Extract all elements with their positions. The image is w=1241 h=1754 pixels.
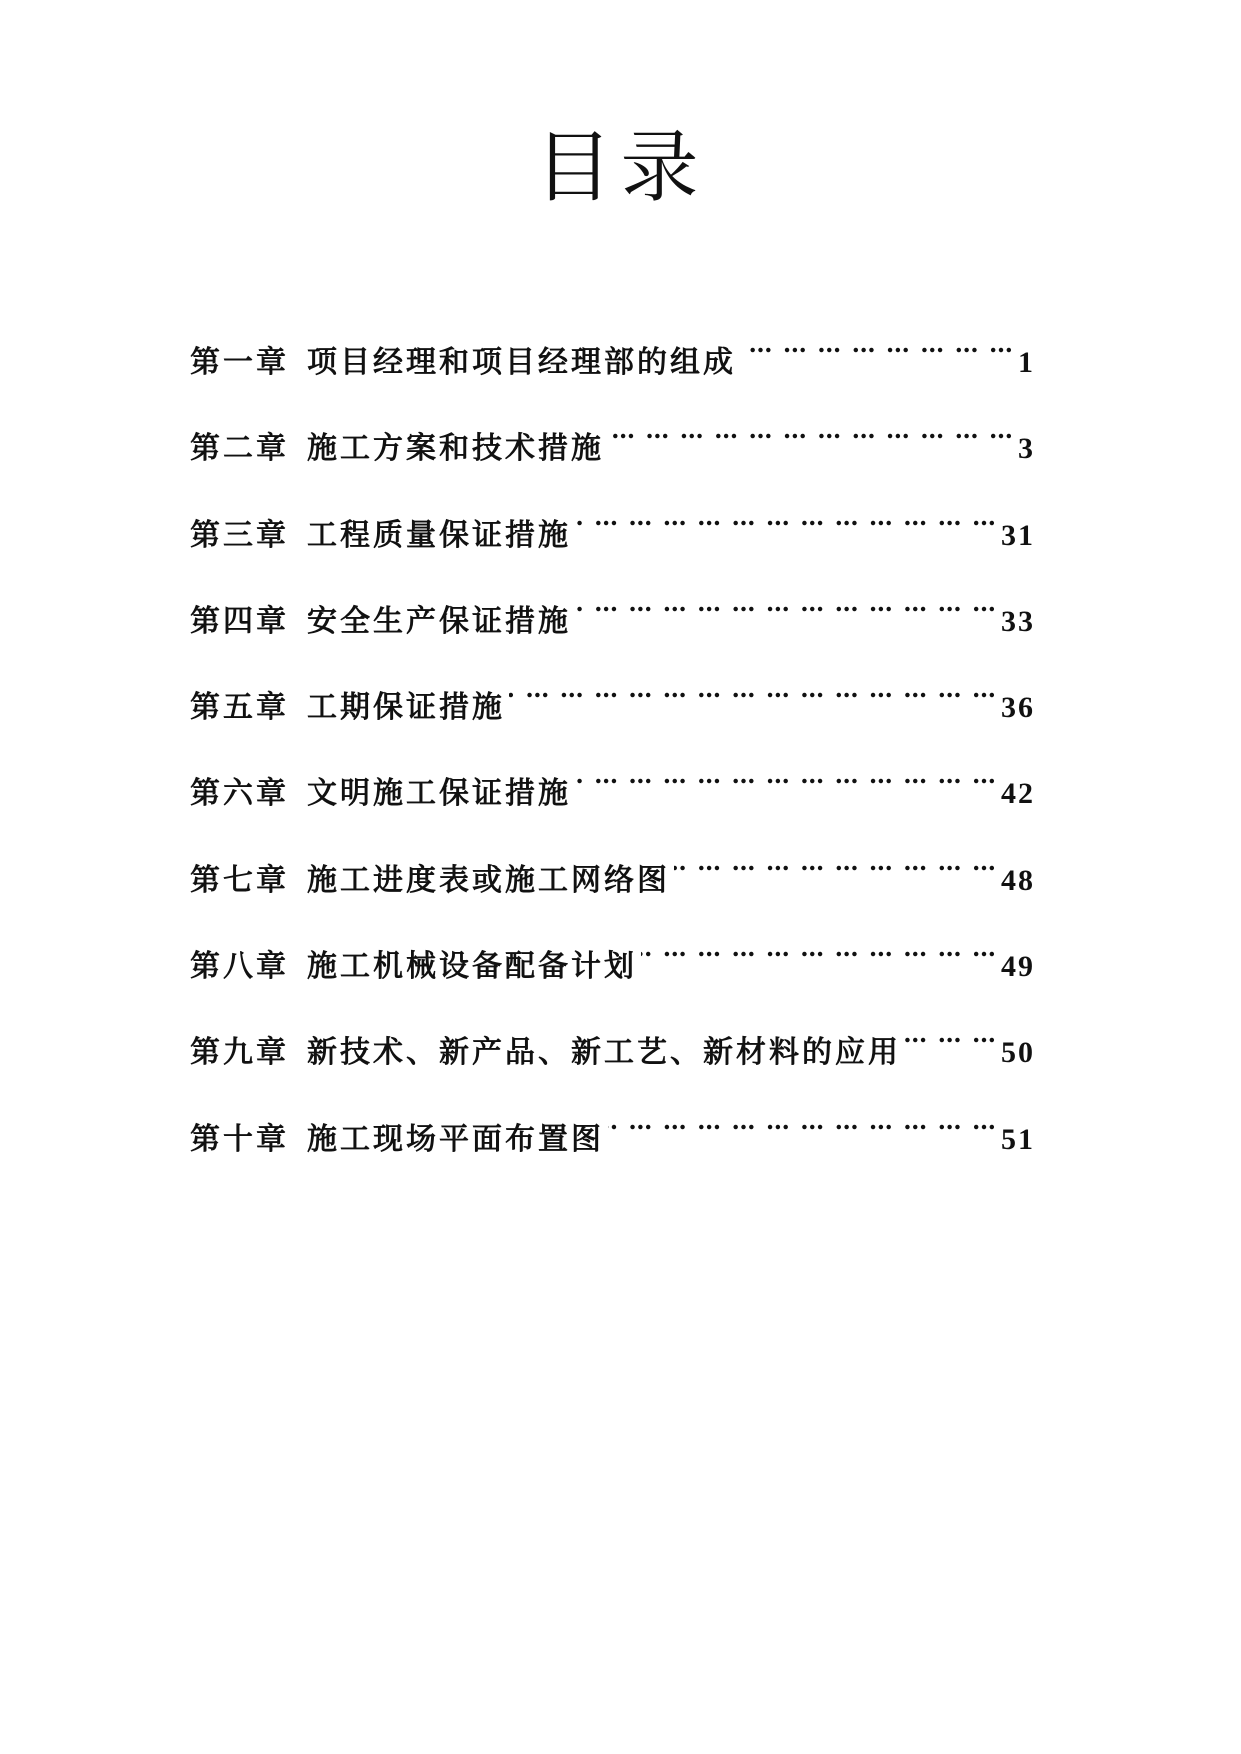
toc-chapter-number: 第四章	[190, 603, 289, 639]
toc-chapter-number: 第八章	[190, 949, 289, 985]
toc-entry-3[interactable]	[190, 485, 1035, 553]
toc-entry-7[interactable]	[190, 830, 1035, 898]
toc-entry-9[interactable]	[190, 1002, 1035, 1071]
toc-page-number: 49	[1001, 950, 1035, 984]
toc-dot-leader	[641, 916, 997, 976]
toc-chapter-number: 第三章	[190, 517, 289, 553]
toc-chapter-title: 工期保证措施	[307, 690, 505, 726]
toc-entry-5[interactable]	[190, 657, 1035, 726]
toc-page-number: 50	[1001, 1036, 1035, 1070]
toc-page-number: 42	[1001, 777, 1035, 811]
toc-entry-1[interactable]	[190, 312, 1035, 380]
toc-chapter-title: 施工方案和技术措施	[307, 431, 604, 467]
toc-dot-leader	[905, 1002, 997, 1062]
toc-chapter-title: 项目经理和项目经理部的组成	[307, 345, 736, 380]
toc-dot-leader	[575, 571, 997, 631]
toc-dot-leader	[509, 657, 997, 717]
toc-chapter-title: 新技术、新产品、新工艺、新材料的应用	[307, 1035, 901, 1071]
toc-entry-2[interactable]	[190, 398, 1035, 467]
toc-dot-leader	[740, 312, 1014, 372]
toc-entry-8[interactable]	[190, 916, 1035, 985]
toc-page-number: 31	[1001, 518, 1035, 552]
toc-dot-leader	[608, 1089, 997, 1149]
toc-page-number: 36	[1001, 691, 1035, 725]
toc-chapter-number: 第十章	[190, 1121, 289, 1157]
page-title: 目录	[534, 123, 707, 213]
toc-page-number: 51	[1001, 1122, 1035, 1156]
toc-page-number: 3	[1018, 432, 1035, 466]
toc-page-number: 1	[1018, 346, 1035, 379]
toc-entry-6[interactable]	[190, 743, 1035, 812]
toc-page-number: 48	[1001, 863, 1035, 897]
toc-page-number: 33	[1001, 604, 1035, 638]
toc-chapter-title: 施工进度表或施工网络图	[307, 862, 670, 898]
toc-chapter-number: 第二章	[190, 431, 289, 467]
toc-dot-leader	[674, 830, 997, 890]
toc-chapter-title: 工程质量保证措施	[307, 517, 571, 553]
toc-chapter-title: 施工现场平面布置图	[307, 1121, 604, 1157]
toc-dot-leader	[608, 398, 1014, 458]
toc-chapter-title: 安全生产保证措施	[307, 603, 571, 639]
toc-chapter-title: 文明施工保证措施	[307, 776, 571, 812]
toc-chapter-number: 第六章	[190, 776, 289, 812]
table-of-contents	[190, 312, 1035, 1175]
toc-chapter-number: 第五章	[190, 690, 289, 726]
toc-chapter-number: 第一章	[190, 345, 289, 380]
toc-entry-4[interactable]	[190, 571, 1035, 639]
toc-chapter-title: 施工机械设备配备计划	[307, 949, 637, 985]
toc-dot-leader	[575, 743, 997, 803]
toc-chapter-number: 第九章	[190, 1035, 289, 1071]
toc-chapter-number: 第七章	[190, 862, 289, 898]
toc-entry-10[interactable]	[190, 1089, 1035, 1157]
toc-dot-leader	[575, 485, 997, 545]
